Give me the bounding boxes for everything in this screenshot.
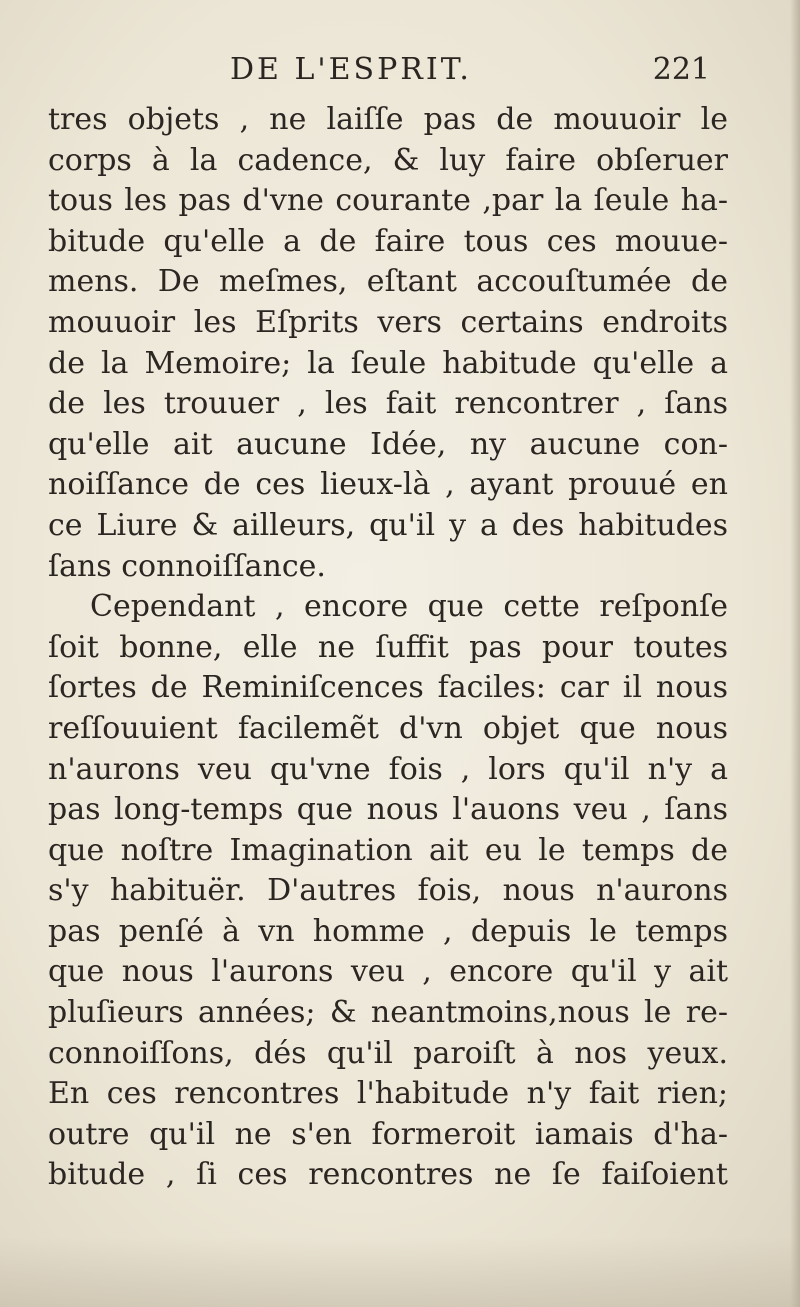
text-line: que nous l'aurons veu , encore qu'il y ait xyxy=(48,954,728,990)
text-line: pas penſé à vn homme , depuis le temps xyxy=(48,913,728,949)
text-line: En ces rencontres l'habitude n'y fait rien; xyxy=(48,1076,728,1112)
text-line: Cependant , encore que cette reſponſe xyxy=(90,589,728,625)
text-line: pas long-temps que nous l'auons veu , ſans xyxy=(48,792,728,828)
text-line: ſortes de Reminiſcences faciles: car il nous xyxy=(48,670,728,706)
page-bottom-margin xyxy=(0,1237,800,1307)
page-edge-shadow xyxy=(790,0,800,1307)
page-header xyxy=(230,52,710,96)
text-line: ſoit bonne, elle ne ſuffit pas pour toutes xyxy=(48,629,728,665)
text-line: s'y habituër. D'autres fois, nous n'aurons xyxy=(48,873,728,909)
text-line: corps à la cadence, & luy faire obſeruer xyxy=(48,142,728,178)
body-text xyxy=(48,100,728,1196)
text-line: que noſtre Imagination ait eu le temps de xyxy=(48,832,728,868)
text-line: mouuoir les Eſprits vers certains endroits xyxy=(48,304,728,340)
running-title: DE L'ESPRIT. xyxy=(230,52,472,87)
text-line: mens. De meſmes, eſtant accouſtumée de xyxy=(48,264,728,300)
text-line: de les trouuer , les fait rencontrer , ſans xyxy=(48,386,728,422)
text-line: de la Memoire; la ſeule habitude qu'elle a xyxy=(48,345,728,381)
text-line: ce Liure & ailleurs, qu'il y a des habitudes xyxy=(48,507,728,543)
text-line: noiſſance de ces lieux-là , ayant prouué en xyxy=(48,467,728,503)
text-line: pluſieurs années; & neantmoins,nous le re- xyxy=(48,995,728,1031)
text-line: bitude , ſi ces rencontres ne ſe faiſoient xyxy=(48,1157,728,1193)
text-line: tres objets , ne laiſſe pas de mouuoir le xyxy=(48,102,728,137)
text-line: bitude qu'elle a de faire tous ces mouue- xyxy=(48,223,728,259)
text-line: n'aurons veu qu'vne fois , lors qu'il n'y a xyxy=(48,751,728,787)
text-line: connoiſſons, dés qu'il paroiſt à nos yeux. xyxy=(48,1035,728,1071)
page-number: 221 xyxy=(652,52,710,87)
text-line: qu'elle ait aucune Idée, ny aucune con- xyxy=(48,426,728,462)
text-line: ſans connoiſſance. xyxy=(48,548,326,584)
text-line: outre qu'il ne s'en formeroit iamais d'ha- xyxy=(48,1116,728,1152)
text-line: reſſouuient facilemẽt d'vn objet que nous xyxy=(48,710,728,746)
text-line: tous les pas d'vne courante ,par la ſeule ha- xyxy=(48,183,728,219)
